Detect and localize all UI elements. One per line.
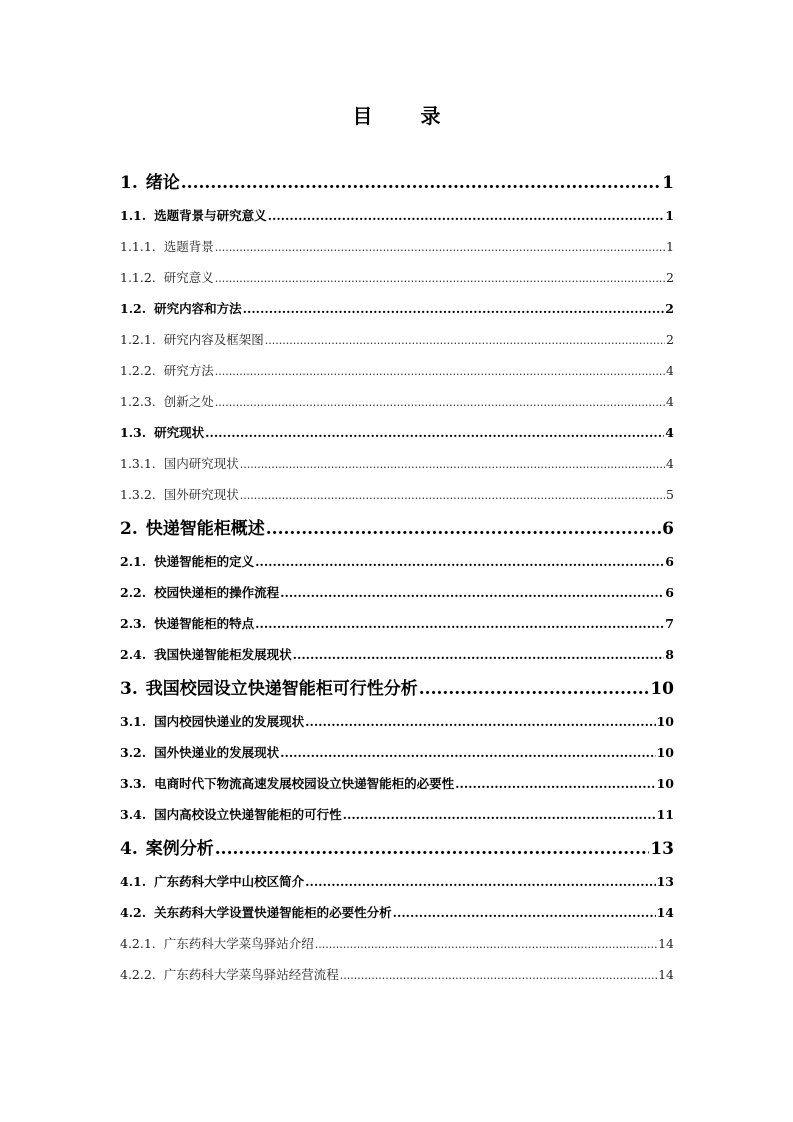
toc-entry-title: 快递智能柜的特点	[154, 616, 255, 631]
toc-entry-label	[120, 768, 454, 799]
toc-entry-number: 4.2.1.	[120, 936, 156, 951]
toc-entry-label	[120, 324, 264, 355]
toc-entry-label	[120, 262, 214, 293]
toc-entry-title: 我国校园设立快递智能柜可行性分析	[145, 679, 418, 699]
toc-entry-level-2[interactable]	[120, 866, 674, 897]
toc-entry-label	[120, 866, 304, 897]
toc-entry-number: 1.2.2.	[120, 363, 156, 378]
toc-dot-leader	[419, 672, 650, 706]
toc-entry-number: 4.	[120, 839, 138, 859]
toc-dot-leader	[240, 448, 665, 479]
toc-entry-title: 国外快递业的发展现状	[154, 745, 280, 760]
toc-page-number: 10	[656, 776, 674, 791]
toc-dot-leader	[240, 479, 665, 510]
toc-entry-label	[120, 293, 242, 324]
toc-entry-number: 2.	[120, 519, 138, 539]
toc-page-number: 6	[665, 585, 674, 600]
toc-entry-title: 我国快递智能柜发展现状	[154, 647, 292, 662]
toc-entry-level-2[interactable]	[120, 706, 674, 737]
toc-entry-level-3[interactable]	[120, 262, 674, 293]
toc-entry-level-2[interactable]	[120, 200, 674, 231]
toc-entry-title: 电商时代下物流高速发展校园设立快递智能柜的必要性	[154, 776, 455, 791]
toc-entry-number: 1.3.2.	[120, 487, 156, 502]
toc-entry-number: 3.4.	[120, 807, 147, 822]
toc-entry-title: 快递智能柜的定义	[154, 554, 255, 569]
toc-entry-title: 国内高校设立快递智能柜的可行性	[154, 807, 342, 822]
toc-dot-leader	[268, 200, 665, 231]
toc-entry-label	[120, 737, 279, 768]
toc-entry-number: 1.1.2.	[120, 270, 156, 285]
toc-entry-title: 广东药科大学菜鸟驿站介绍	[163, 936, 314, 951]
toc-entry-level-3[interactable]	[120, 448, 674, 479]
toc-entry-label	[120, 672, 418, 706]
toc-dot-leader	[280, 737, 655, 768]
toc-entry-level-3[interactable]	[120, 355, 674, 386]
toc-entry-number: 1.1.	[120, 208, 147, 223]
toc-page-number: 7	[665, 616, 674, 631]
toc-entry-label	[120, 479, 239, 510]
toc-entry-level-1[interactable]	[120, 672, 674, 706]
toc-entry-number: 3.3.	[120, 776, 147, 791]
toc-dot-leader	[265, 324, 665, 355]
toc-dot-leader	[243, 293, 665, 324]
toc-entry-label	[120, 928, 314, 959]
toc-entry-label	[120, 546, 254, 577]
toc-page-number: 4	[666, 456, 674, 471]
toc-entry-title: 国内校园快递业的发展现状	[154, 714, 305, 729]
toc-entry-level-2[interactable]	[120, 293, 674, 324]
toc-entry-label	[120, 706, 304, 737]
toc-dot-leader	[340, 959, 657, 990]
toc-entry-label	[120, 959, 339, 990]
toc-dot-leader	[215, 262, 665, 293]
toc-entry-number: 4.2.	[120, 905, 147, 920]
toc-entry-label	[120, 832, 214, 866]
toc-dot-leader	[215, 355, 665, 386]
toc-dot-leader	[255, 608, 664, 639]
toc-entry-title: 研究内容和方法	[154, 301, 242, 316]
toc-page-number: 4	[665, 425, 674, 440]
toc-entry-label	[120, 231, 214, 262]
toc-dot-leader	[215, 231, 665, 262]
toc-entry-level-2[interactable]	[120, 897, 674, 928]
toc-entry-label	[120, 897, 392, 928]
toc-page-number: 2	[666, 270, 674, 285]
toc-entry-number: 1.3.	[120, 425, 147, 440]
toc-dot-leader	[393, 897, 656, 928]
toc-page-number: 2	[665, 301, 674, 316]
toc-entry-title: 广东药科大学中山校区简介	[154, 874, 305, 889]
page-title	[0, 100, 793, 129]
toc-entry-number: 3.	[120, 679, 138, 699]
toc-dot-leader	[280, 577, 664, 608]
toc-entry-title: 案例分析	[145, 839, 214, 859]
toc-entry-title: 广东药科大学菜鸟驿站经营流程	[163, 967, 339, 982]
toc-entry-level-2[interactable]	[120, 546, 674, 577]
toc-dot-leader	[255, 546, 664, 577]
toc-entry-label	[120, 166, 180, 200]
toc-entry-title: 国内研究现状	[163, 456, 239, 471]
toc-entry-title: 研究意义	[163, 270, 214, 285]
toc-entry-label	[120, 448, 239, 479]
toc-page-number: 6	[662, 519, 674, 539]
toc-page-number: 6	[665, 554, 674, 569]
toc-page-number: 13	[650, 839, 674, 859]
toc-entry-level-2[interactable]	[120, 608, 674, 639]
toc-page-number: 10	[656, 745, 674, 760]
toc-page-number: 1	[666, 239, 674, 254]
toc-entry-level-2[interactable]	[120, 577, 674, 608]
toc-entry-title: 关东药科大学设置快递智能柜的必要性分析	[154, 905, 392, 920]
toc-entry-level-2[interactable]	[120, 768, 674, 799]
toc-entry-title: 研究方法	[163, 363, 214, 378]
toc-entry-number: 1.2.	[120, 301, 147, 316]
toc-entry-label	[120, 355, 214, 386]
toc-entry-title: 快递智能柜概述	[145, 519, 265, 539]
toc-dot-leader	[293, 639, 665, 670]
toc-page-number: 8	[665, 647, 674, 662]
toc-dot-leader	[305, 866, 655, 897]
toc-page-number: 14	[658, 936, 674, 951]
toc-entry-title: 研究内容及框架图	[163, 332, 264, 347]
toc-entry-level-1[interactable]	[120, 512, 674, 546]
toc-entry-number: 1.3.1.	[120, 456, 156, 471]
toc-entry-number: 2.2.	[120, 585, 147, 600]
toc-page-number: 2	[666, 332, 674, 347]
toc-entry-level-3[interactable]	[120, 386, 674, 417]
toc-entry-number: 1.2.3.	[120, 394, 156, 409]
toc-entry-level-3[interactable]	[120, 479, 674, 510]
toc-entry-number: 3.2.	[120, 745, 147, 760]
toc-entry-number: 3.1.	[120, 714, 147, 729]
toc-dot-leader	[215, 832, 650, 866]
toc-entry-level-2[interactable]	[120, 799, 674, 830]
toc-entry-label	[120, 200, 267, 231]
toc-entry-level-3[interactable]	[120, 231, 674, 262]
toc-dot-leader	[266, 512, 661, 546]
toc-entry-title: 选题背景与研究意义	[154, 208, 267, 223]
toc-entry-level-3[interactable]	[120, 959, 674, 990]
toc-entry-number: 2.1.	[120, 554, 147, 569]
toc-entry-title: 绪论	[145, 173, 180, 193]
toc-page-number: 11	[656, 807, 674, 822]
toc-entry-label	[120, 639, 292, 670]
toc-page-number: 10	[650, 679, 674, 699]
toc-entry-level-2[interactable]	[120, 639, 674, 670]
toc-entry-level-1[interactable]	[120, 166, 674, 200]
toc-entry-number: 4.2.2.	[120, 967, 156, 982]
toc-dot-leader	[181, 166, 661, 200]
toc-page-number: 5	[666, 487, 674, 502]
toc-entry-level-2[interactable]	[120, 737, 674, 768]
toc-entry-label	[120, 386, 214, 417]
toc-dot-leader	[315, 928, 657, 959]
toc-entry-number: 2.3.	[120, 616, 147, 631]
toc-entry-number: 2.4.	[120, 647, 147, 662]
title-char-right: 录	[420, 104, 441, 128]
toc-page-number: 1	[662, 173, 674, 193]
toc-entry-label	[120, 577, 279, 608]
toc-page-number: 10	[656, 714, 674, 729]
toc-page-number: 14	[656, 905, 674, 920]
toc-entry-level-2[interactable]	[120, 417, 674, 448]
toc-page-number: 4	[666, 363, 674, 378]
toc-entry-number: 1.	[120, 173, 138, 193]
toc-page-number: 1	[665, 208, 674, 223]
toc-page-number: 13	[656, 874, 674, 889]
toc-page-number: 4	[666, 394, 674, 409]
table-of-contents	[120, 164, 674, 990]
toc-entry-label	[120, 608, 254, 639]
toc-entry-number: 1.2.1.	[120, 332, 156, 347]
toc-entry-title: 国外研究现状	[163, 487, 239, 502]
toc-page-number: 14	[658, 967, 674, 982]
toc-entry-title: 创新之处	[163, 394, 214, 409]
toc-entry-label	[120, 512, 265, 546]
toc-dot-leader	[455, 768, 655, 799]
toc-entry-number: 1.1.1.	[120, 239, 156, 254]
toc-dot-leader	[305, 706, 655, 737]
toc-entry-title: 校园快递柜的操作流程	[154, 585, 280, 600]
toc-dot-leader	[215, 386, 665, 417]
toc-entry-label	[120, 417, 204, 448]
toc-entry-label	[120, 799, 342, 830]
toc-dot-leader	[205, 417, 664, 448]
toc-entry-title: 选题背景	[163, 239, 214, 254]
toc-entry-number: 4.1.	[120, 874, 147, 889]
title-char-left: 目	[352, 104, 373, 128]
toc-dot-leader	[343, 799, 656, 830]
toc-entry-title: 研究现状	[154, 425, 205, 440]
toc-entry-level-3[interactable]	[120, 928, 674, 959]
toc-entry-level-1[interactable]	[120, 832, 674, 866]
toc-entry-level-3[interactable]	[120, 324, 674, 355]
